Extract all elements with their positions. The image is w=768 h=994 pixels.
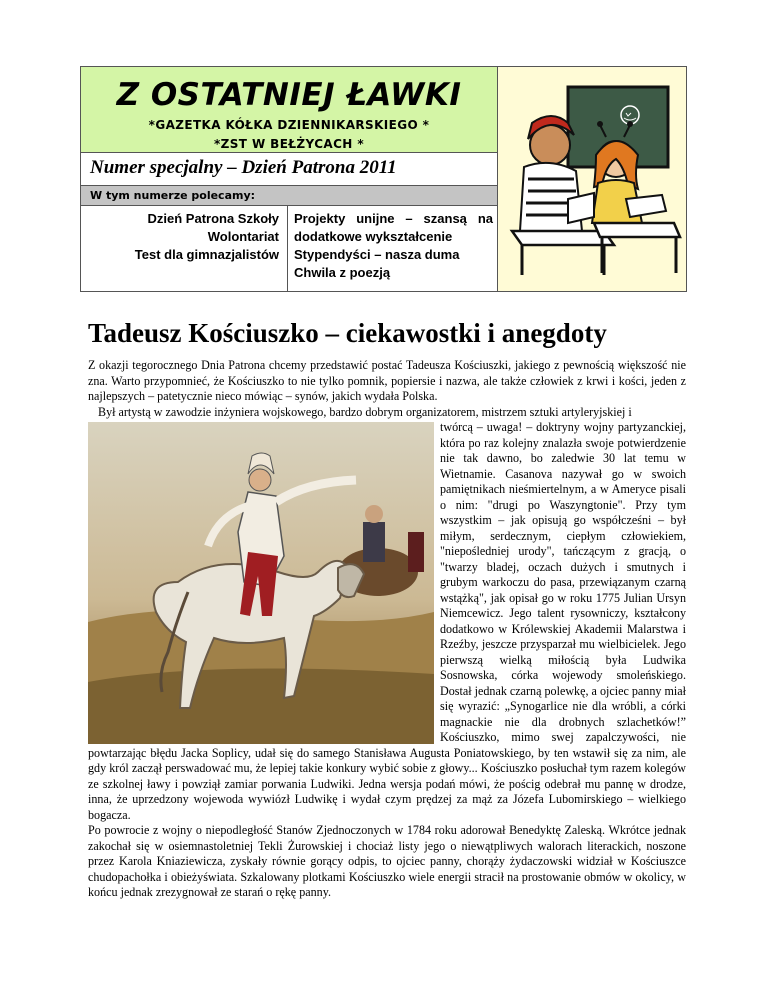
contents-item: Wolontariat xyxy=(207,229,279,244)
newsletter-header xyxy=(80,66,687,292)
in-this-issue-bar xyxy=(81,186,498,206)
masthead xyxy=(81,67,498,153)
article-paragraph: Z okazji tegorocznego Dnia Patrona chcemy przedstawić postać Tadeusza Kościuszki, jakiego z pewnością większość nie zna. Warto przypomnieć, że Kościuszko to nie tylko pomnik, popiersie i nazwa, ale także człowiek z krwi i kości, jeden z najlepszych – patetycznie nieco mówiąc – synów, jakich wydała Polska. xyxy=(88,358,686,403)
contents-item: Dzień Patrona Szkoły xyxy=(147,211,279,226)
students-reading-illustration xyxy=(498,67,686,291)
contents-right-column xyxy=(288,206,498,292)
article-paragraph-wrap: twórcą – uwaga! – doktryny wojny partyzanckiej, która po raz kolejny znalazła swoje potwierdzenie nie tak dawno, bo zaledwie 30 lat temu w Wietnamie. Casanova nazywał go w swoich pamiętnikach nieśmiertelnym, a w Ameryce pisali o nim: "drugi po Waszyngtonie". Przy tym wszystkim – jak opisują go współcześni – był miłym, serdecznym, ciepłym człowiekiem, "niepośledniej urody", tańczącym z gracją, o "twarzy bladej, oczach dużych i smutnych i grubym warkoczu do pasa, przewiązanym czarną wstążką", jak opisał go w roku 1775 Julian Ursyn Niemcewicz. Jego talent rysowniczy, kształcony dodatkowo w Królewskiej Akademii Malarstwa i Rzeźby, jeszcze przysparzał mu wielbicielek. Jego pierwszą wielką miłością była Ludwika Sosnowska, córka wojewody smoleńskiego. Dostał jednak czarną polewkę, a ojciec panny miał się wyrazić: „Synogarlice nie dla wróbli, a córki magnackie nie dla drobnych szlachetków!” Kościuszko, mimo swej zapalczywości, nie powtarzając błędu Jacka Soplicy, udał się do samego Stanisława Augusta Poniatowskiego, by ten wstawił się za nim, ale gdy król zaczął perswadować mu, że lepiej takie konkury wybić sobie z głowy... Kościuszko posłuchał tym razem kolegów ze szkolnej ławy i powziął zamiar porwania Ludwiki. Jedna wersja podań mówi, że pościg odebrał mu pannę w drodze, inna, że uprzedzony wojewoda wywiózł Ludwikę i wydał czym prędzej za mąż za Józefa Lubomirskiego – wielkiego bogacza. xyxy=(88,420,686,822)
in-this-issue-label: W tym numerze polecamy: xyxy=(90,189,256,202)
article-paragraph: Po powrocie z wojny o niepodległość Stanów Zjednoczonych w 1784 roku adorował Benedyktę Zaleską. Wkrótce jednak zakochał się w osiemnastoletniej Tekli Żurowskiej i chociaż listy jego o niewątpliwych walorach literackich, noszone przez Karola Kniaziewicza, zyskały równie gorący odpis, to ojciec panny, chorąży żydaczowski widział w Kościuszce chudopachołka i obieżyświata. Szkalowany plotkami Kościuszko wiele energii stracił na prostowanie obmów w okolicy, w końcu jednak zrezygnował ze starań o rękę panny. xyxy=(88,823,686,899)
contents-item: Chwila z poezją xyxy=(294,265,391,280)
contents-item: Test dla gimnazjalistów xyxy=(134,247,279,262)
kosciuszko-on-horseback-painting xyxy=(88,422,434,744)
issue-banner xyxy=(81,153,498,186)
masthead-subtitle-1: *GAZETKA KÓŁKA DZIENNIKARSKIEGO * xyxy=(148,118,430,132)
contents-item: dodatkowe wykształcenie xyxy=(294,229,453,244)
students-clipart xyxy=(498,67,686,291)
contents-item: Stypendyści – nasza duma xyxy=(294,247,460,262)
article-paragraph-lead: Był artystą w zawodzie inżyniera wojskowego, bardzo dobrym organizatorem, mistrzem sztuki artyleryjskiej i xyxy=(98,404,632,419)
masthead-title: Z OSTATNIEJ ŁAWKI xyxy=(116,77,462,113)
contents-left-column xyxy=(81,206,288,292)
issue-title: Numer specjalny – Dzień Patrona 2011 xyxy=(90,157,397,178)
contents-item: Projekty unijne – szansą na xyxy=(294,211,493,226)
masthead-subtitle-2: *ZST W BEŁŻYCACH * xyxy=(213,137,364,151)
article-body xyxy=(88,358,686,901)
article-headline: Tadeusz Kościuszko – ciekawostki i anegdoty xyxy=(88,318,607,348)
